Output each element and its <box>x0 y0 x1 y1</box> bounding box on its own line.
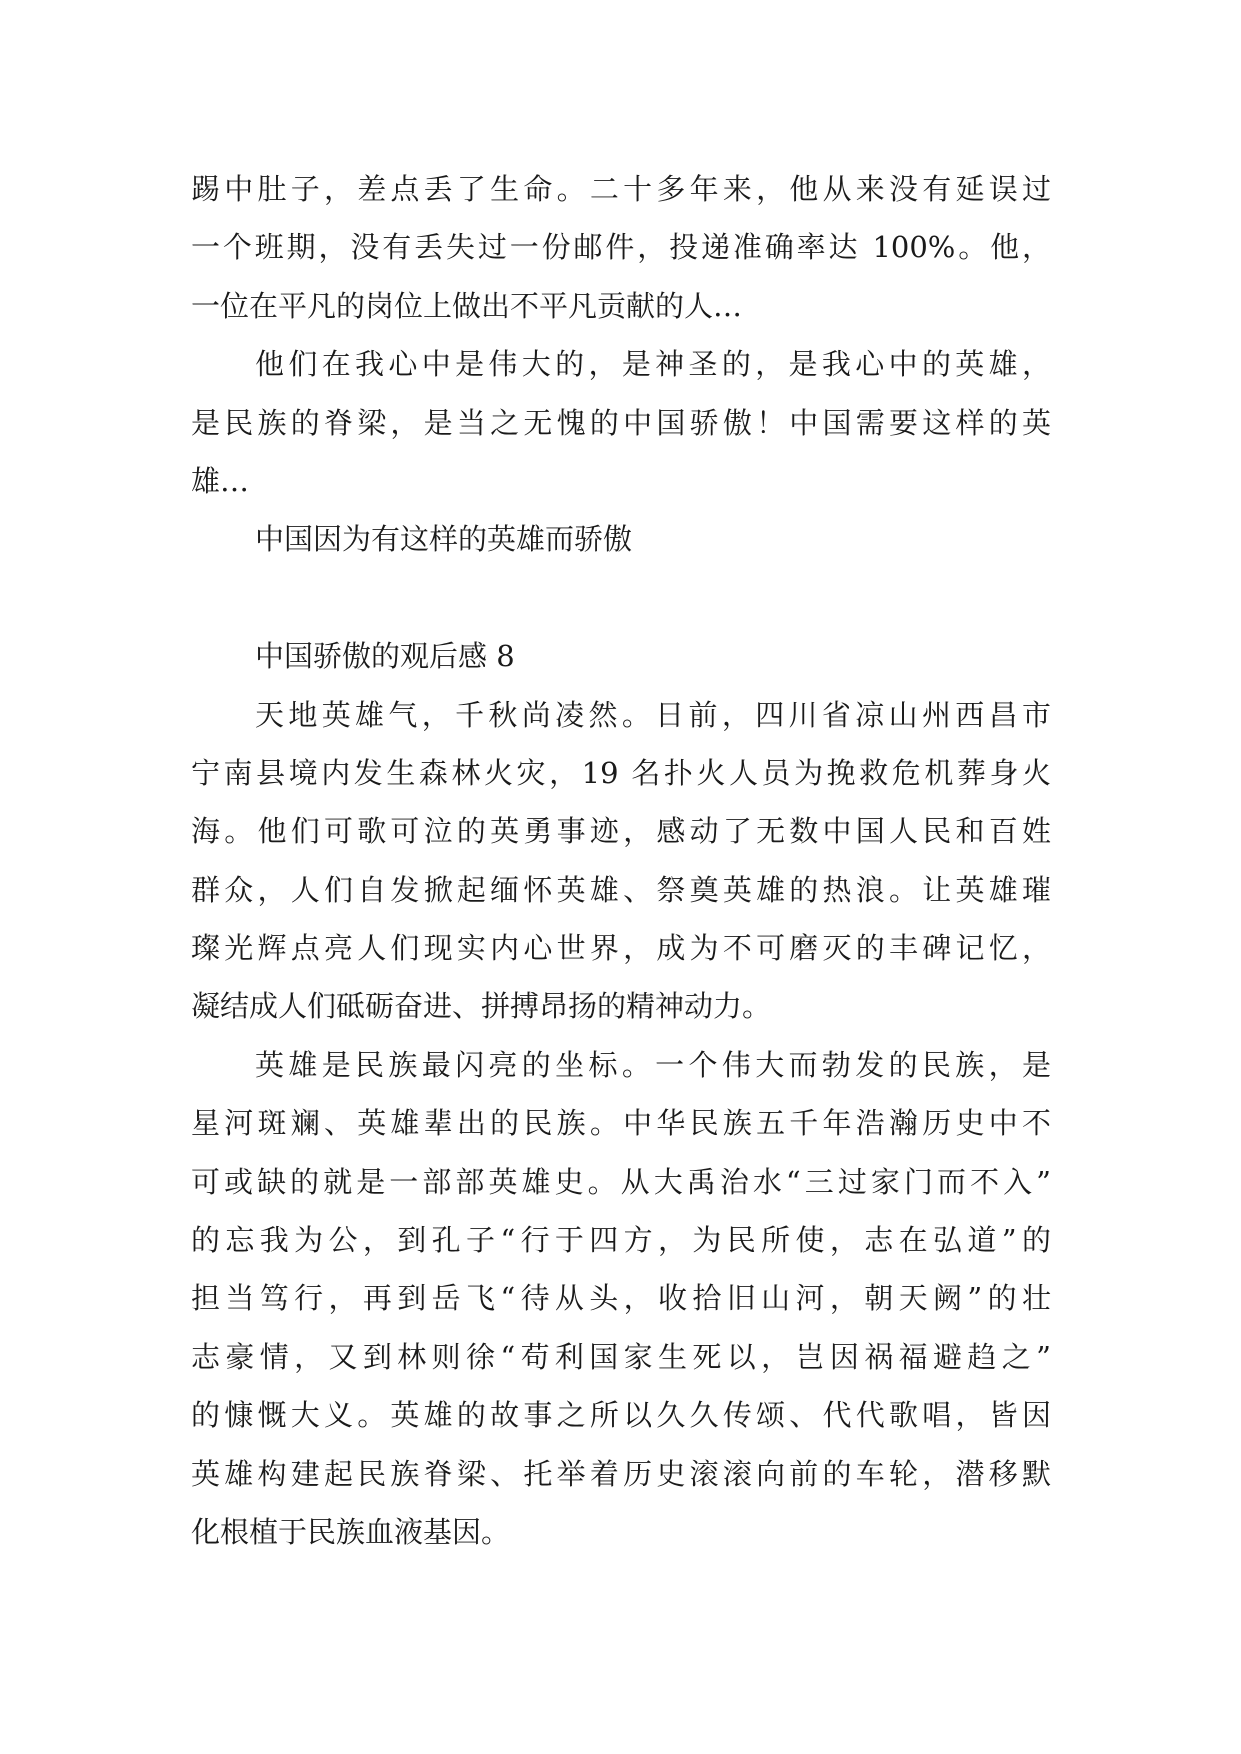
text-line: 一位在平凡的岗位上做出不平凡贡献的人… <box>191 288 743 323</box>
text-line: 他们在我心中是伟大的，是神圣的，是我心中的英雄， <box>255 347 1051 382</box>
heading-text: 中国骄傲的观后感 8 <box>255 639 515 674</box>
section-heading <box>191 627 1051 685</box>
body-text <box>191 160 1051 1561</box>
text-line: 担当笃行，再到岳飞“待从头，收拾旧山河，朝天阙”的壮 <box>191 1281 1051 1316</box>
text-line: 海。他们可歌可泣的英勇事迹，感动了无数中国人民和百姓 <box>191 814 1051 849</box>
text-line: 的慷慨大义。英雄的故事之所以久久传颂、代代歌唱，皆因 <box>191 1398 1051 1433</box>
text-line: 英雄是民族最闪亮的坐标。一个伟大而勃发的民族，是 <box>255 1047 1051 1082</box>
paragraph-wildfire <box>191 686 1051 1036</box>
text-line: 一个班期，没有丢失过一份邮件，投递准确率达 100%。他， <box>191 230 1051 265</box>
text-line: 的忘我为公，到孔子“行于四方，为民所使，志在弘道”的 <box>191 1223 1051 1258</box>
text-line: 星河斑斓、英雄辈出的民族。中华民族五千年浩瀚历史中不 <box>191 1106 1051 1141</box>
text-line: 踢中肚子，差点丢了生命。二十多年来，他从来没有延误过 <box>191 172 1051 206</box>
text-line: 雄… <box>191 463 250 498</box>
text-line: 天地英雄气，千秋尚凌然。日前，四川省凉山州西昌市 <box>255 697 1051 732</box>
text-line: 是民族的脊梁，是当之无愧的中国骄傲！中国需要这样的英 <box>191 405 1051 440</box>
text-line: 宁南县境内发生森林火灾，19 名扑火人员为挽救危机葬身火 <box>191 755 1051 790</box>
paragraph-closing <box>191 510 1051 568</box>
text-line: 化根植于民族血液基因。 <box>191 1514 511 1549</box>
text-line: 中国因为有这样的英雄而骄傲 <box>255 522 633 557</box>
text-line: 英雄构建起民族脊梁、托举着历史滚滚向前的车轮，潜移默 <box>191 1456 1051 1491</box>
paragraph-national-heroes <box>191 1036 1051 1562</box>
text-line: 群众，人们自发掀起缅怀英雄、祭奠英雄的热浪。让英雄璀 <box>191 872 1051 907</box>
paragraph-postman <box>191 160 1051 335</box>
blank-line <box>191 569 1051 627</box>
paragraph-heroes <box>191 335 1051 510</box>
text-line: 志豪情，又到林则徐“苟利国家生死以，岂因祸福避趋之” <box>191 1339 1051 1374</box>
text-line: 可或缺的就是一部部英雄史。从大禹治水“三过家门而不入” <box>191 1164 1051 1199</box>
text-line: 璨光辉点亮人们现实内心世界，成为不可磨灭的丰碑记忆， <box>191 931 1051 966</box>
text-line: 凝结成人们砥砺奋进、拼搏昂扬的精神动力。 <box>191 989 772 1024</box>
